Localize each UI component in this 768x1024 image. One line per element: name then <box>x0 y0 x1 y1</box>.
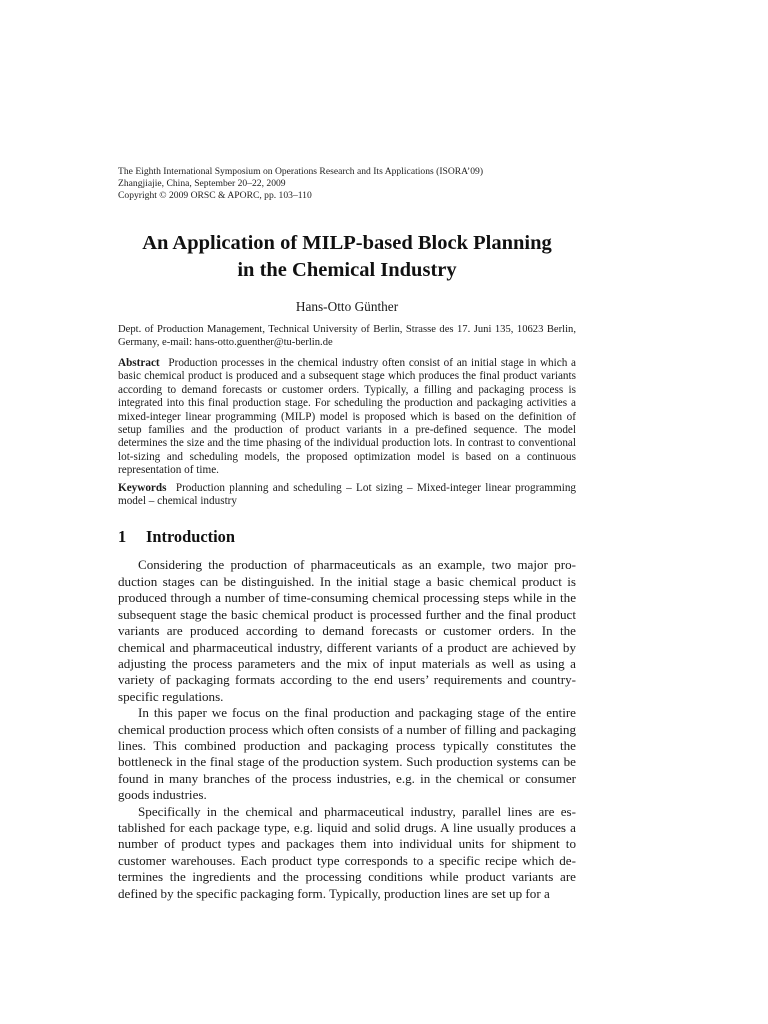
paragraph: In this paper we focus on the final production and packaging stage of the entire chemical production process which often consists of a number of filling and packaging lines. This combined production and packaging process typically constitutes the bottleneck in the final stage of the production system. Such production systems can be found in many branches of the process industries, e.g. in the chemical or consumer goods industries. <box>118 705 576 803</box>
abstract-text: Production processes in the chemical industry often consist of an initial stage in which a basic chemical product is produced and a subsequent stage which produces the final product variants according to demand forecasts or customer orders. Typically, a filling and packaging process is integrated into this final production stage. For scheduling the production and packaging activities a mixed-integer linear programming (MILP) model is proposed which is based on the definition of setup families and the production of product variants in a pre-defined sequence. The model determines the size and the time phasing of the individual production lots. In contrast to conventional lot-sizing and scheduling models, the proposed optimization model is based on a continuous representation of time. <box>118 357 577 477</box>
header-location-line: Zhangjiajie, China, September 20–22, 2009 <box>118 178 286 189</box>
paper-title-line-1: An Application of MILP-based Block Planning <box>142 232 552 254</box>
paragraph: Specifically in the chemical and pharmaceutical industry, parallel lines are established for each package type, e.g. liquid and solid drugs. A line usually produces a number of product types and packages them into individual units for shipment to customer warehouses. Each product type corresponds to a specific recipe which determines the ingredients and the processing conditions while product variants are defined by the specific packaging form. Typically, production lines are set up for a <box>118 803 576 901</box>
abstract-label: Abstract <box>118 357 160 369</box>
author-name: Hans-Otto Günther <box>295 299 399 314</box>
keywords <box>118 482 576 509</box>
header-copyright-line: Copyright © 2009 ORSC & APORC, pp. 103–110 <box>118 190 312 201</box>
keywords-label: Keywords <box>118 481 167 494</box>
paper-title-line-2: in the Chemical Industry <box>237 259 457 281</box>
author-affiliation: Dept. of Production Management, Technical University of Berlin, Strasse des 17. Juni 135, 10623 Berlin, Germany, e-mail: hans-otto.guenther@tu-berlin.de <box>118 324 576 348</box>
section-body <box>118 557 576 902</box>
paper-page <box>118 166 576 902</box>
section-heading-introduction <box>118 527 576 547</box>
paper-title <box>118 230 576 284</box>
section-number: 1 <box>118 527 127 547</box>
abstract <box>118 357 576 478</box>
conference-header <box>118 166 576 202</box>
paragraph: Considering the production of pharmaceuticals as an example, two major production stages can be distinguished. In the initial stage a basic chemical product is produced through a number of time-consuming chemical processing steps while in the subsequent stage the basic chemical product is processed further and the final product variants are produced according to demand forecasts or customer orders. In the chemical and pharmaceutical industry, different variants of a product are achieved by adjusting the process parameters and the mix of input materials as well as using a variety of packaging formats according to the end users’ requirements and country-specific regulations. <box>118 557 576 704</box>
header-conference-line: The Eighth International Symposium on Operations Research and Its Applications (ISORA’09) <box>118 166 484 177</box>
keywords-text: Production planning and scheduling – Lot sizing – Mixed-integer linear programming model – chemical industry <box>118 481 577 508</box>
section-title: Introduction <box>146 527 235 547</box>
